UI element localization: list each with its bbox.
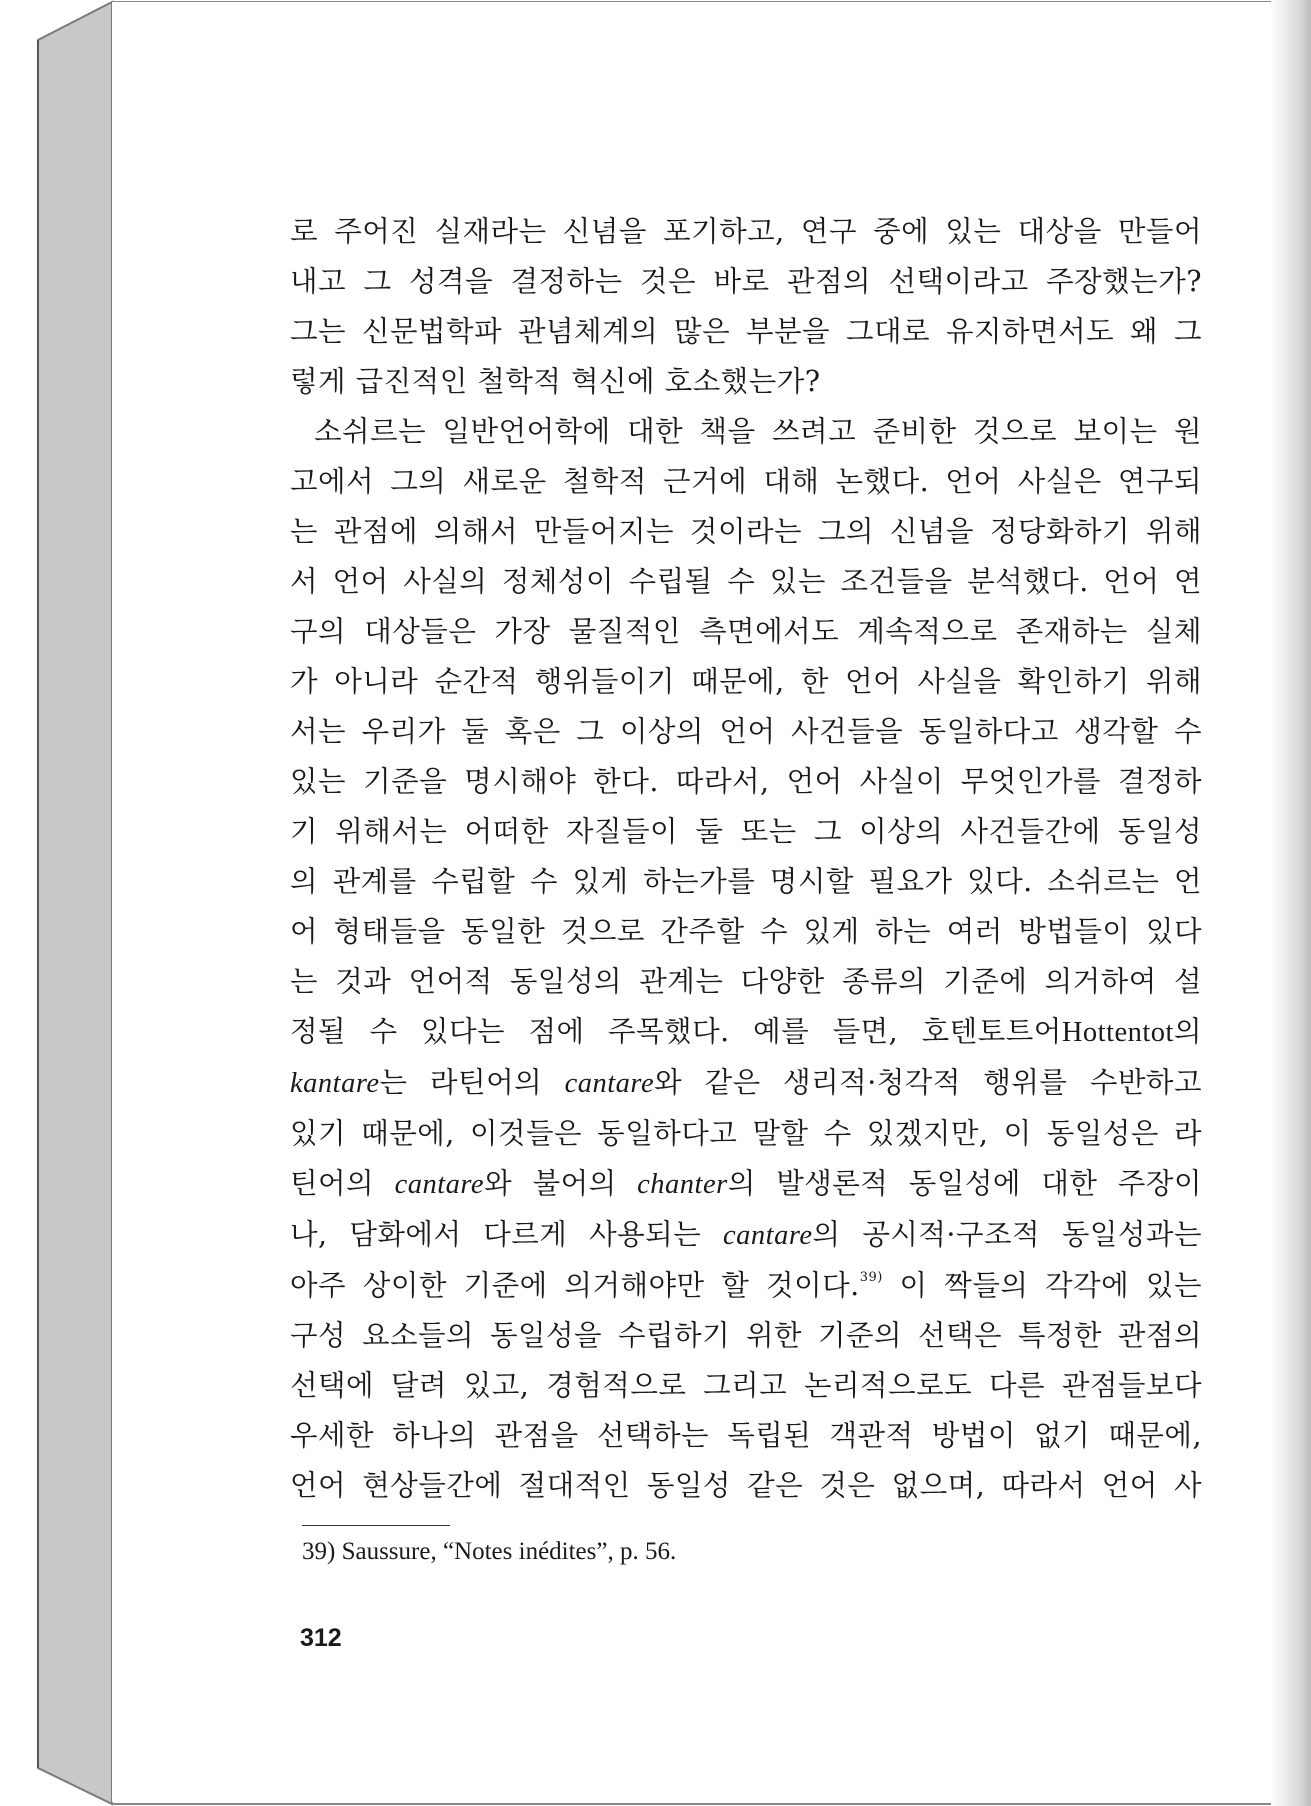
- text-line: 있기 때문에, 이것들은 동일하다고 말할 수 있겠지만, 이 동일성은 라: [290, 1117, 1202, 1150]
- text-line: 구의 대상들은 가장 물질적인 측면에서도 계속적으로 존재하는 실체: [290, 615, 1202, 648]
- text-segment: 아주 상이한 기준에 의거해야만 할 것이다.: [290, 1269, 860, 1302]
- text-segment: 는 라틴어의: [379, 1066, 565, 1099]
- page-edge-shadow: [1271, 0, 1311, 1806]
- text-line: 렇게 급진적인 철학적 혁신에 호소했는가?: [290, 365, 821, 398]
- text-line: 로 주어진 실재라는 신념을 포기하고, 연구 중에 있는 대상을 만들어: [290, 215, 1202, 248]
- paragraph-1: [290, 207, 1202, 407]
- italic-term: chanter: [637, 1169, 728, 1200]
- text-line: 기 위해서는 어떠한 자질들이 둘 또는 그 이상의 사건들간에 동일성: [290, 815, 1202, 848]
- body-text: [290, 207, 1202, 1511]
- italic-term: kantare: [290, 1068, 380, 1099]
- text-segment: 의 발생론적 동일성에 대한 주장이: [727, 1167, 1202, 1200]
- page-number: 312: [300, 1624, 342, 1652]
- text-line: 구성 요소들의 동일성을 수립하기 위한 기준의 선택은 특정한 관점의: [290, 1319, 1202, 1352]
- text-line: 서 언어 사실의 정체성이 수립될 수 있는 조건들을 분석했다. 언어 연: [290, 565, 1202, 598]
- text-line: [290, 1261, 1202, 1311]
- text-line: 는 것과 언어적 동일성의 관계는 다양한 종류의 기준에 의거하여 설: [290, 965, 1202, 998]
- footnote-divider: [302, 1525, 450, 1526]
- text-line: 있는 기준을 명시해야 한다. 따라서, 언어 사실이 무엇인가를 결정하: [290, 765, 1202, 798]
- italic-term: cantare: [394, 1169, 485, 1200]
- text-line: 서는 우리가 둘 혹은 그 이상의 언어 사건들을 동일하다고 생각할 수: [290, 715, 1202, 748]
- text-line: [290, 1159, 1202, 1210]
- text-segment: 이 짝들의 각각에 있는: [882, 1269, 1202, 1302]
- text-segment: 와 불어의: [484, 1167, 638, 1200]
- footnote: 39) Saussure, “Notes inédites”, p. 56.: [302, 1538, 677, 1565]
- text-line: 우세한 하나의 관점을 선택하는 독립된 객관적 방법이 없기 때문에,: [290, 1419, 1202, 1452]
- text-line: 어 형태들을 동일한 것으로 간주할 수 있게 하는 여러 방법들이 있다: [290, 915, 1202, 948]
- text-line: [290, 1007, 1202, 1058]
- text-line: 언어 현상들간에 절대적인 동일성 같은 것은 없으며, 따라서 언어 사: [290, 1469, 1202, 1502]
- text-segment: 의 공시적·구조적 동일성과는: [812, 1218, 1202, 1251]
- text-line: 가 아니라 순간적 행위들이기 때문에, 한 언어 사실을 확인하기 위해: [290, 665, 1202, 698]
- latin-term: Hottentot: [1061, 1017, 1174, 1048]
- text-line: 소쉬르는 일반언어학에 대한 책을 쓰려고 준비한 것으로 보이는 원: [314, 415, 1202, 448]
- text-line: [290, 1210, 1202, 1261]
- text-line: 선택에 달려 있고, 경험적으로 그리고 논리적으로도 다른 관점들보다: [290, 1369, 1202, 1402]
- text-segment: 와 같은 생리적·청각적 행위를 수반하고: [654, 1066, 1202, 1099]
- text-line: [290, 1058, 1202, 1109]
- text-segment: 정될 수 있다는 점에 주목했다. 예를 들면, 호텐토트어: [290, 1015, 1062, 1048]
- paragraph-2: [290, 407, 1202, 1511]
- text-segment: 의: [1173, 1015, 1202, 1048]
- text-segment: 틴어의: [290, 1167, 395, 1200]
- text-line: 의 관계를 수립할 수 있게 하는가를 명시할 필요가 있다. 소쉬르는 언: [290, 865, 1202, 898]
- italic-term: cantare: [723, 1220, 813, 1251]
- footnote-reference[interactable]: 39): [859, 1270, 883, 1285]
- text-line: 고에서 그의 새로운 철학적 근거에 대해 논했다. 언어 사실은 연구되: [290, 465, 1202, 498]
- text-segment: 나, 담화에서 다르게 사용되는: [290, 1218, 724, 1251]
- text-line: 내고 그 성격을 결정하는 것은 바로 관점의 선택이라고 주장했는가?: [290, 265, 1202, 298]
- text-line: 그는 신문법학파 관념체계의 많은 부분을 그대로 유지하면서도 왜 그: [290, 315, 1202, 348]
- italic-term: cantare: [564, 1068, 655, 1099]
- text-line: 는 관점에 의해서 만들어지는 것이라는 그의 신념을 정당화하기 위해: [290, 515, 1202, 548]
